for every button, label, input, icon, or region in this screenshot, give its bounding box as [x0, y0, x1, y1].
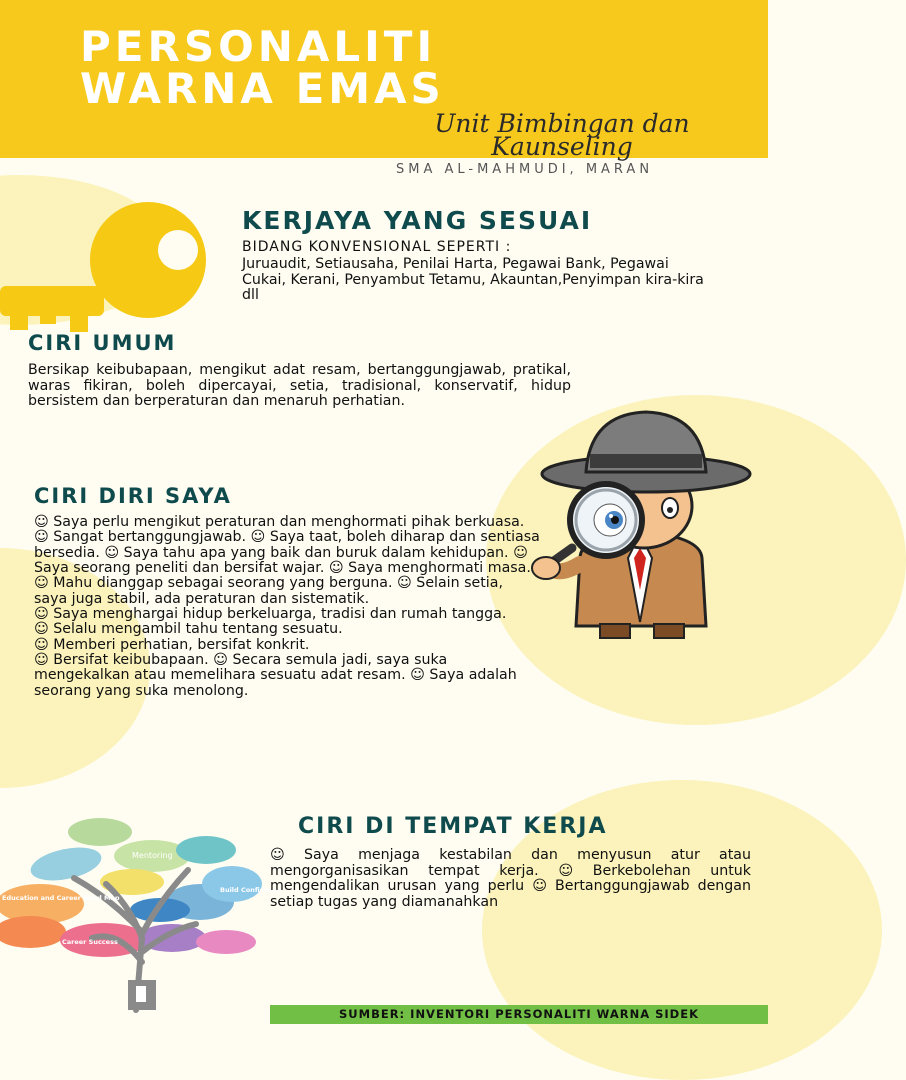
page-title-line1: PERSONALITI [80, 22, 437, 71]
school-name: SMA AL-MAHMUDI, MARAN [396, 162, 654, 177]
key-icon [0, 198, 240, 348]
page-title-line2: WARNA EMAS [80, 64, 445, 113]
tree-label: Mentoring [132, 851, 173, 860]
tree-label: Education and Career Road Map [2, 894, 120, 902]
kerjaya-list: Juruaudit, Setiausaha, Penilai Harta, Pegawai Bank, Pegawai Cukai, Kerani, Penyambut Tetamu, Akauntan,Penyimpan kira-kira dll [242, 256, 704, 304]
source-footer: SUMBER: INVENTORI PERSONALITI WARNA SIDEK [270, 1005, 768, 1024]
tree-label: Career Success [62, 938, 118, 946]
detective-illustration [520, 408, 768, 640]
kerjaya-intro: BIDANG KONVENSIONAL SEPERTI : [242, 239, 512, 255]
ciri-umum-text: Bersikap keibubapaan, mengikut adat resam, bertanggungjawab, pratikal, waras fikiran, boleh dipercayai, setia, tradisional, konservatif, hidup bersistem dan berperaturan dan menaruh perhatian. [28, 362, 571, 410]
section-heading-ciri-umum: CIRI UMUM [28, 331, 177, 355]
career-tree-illustration [0, 812, 282, 1012]
section-heading-ciri-diri: CIRI DIRI SAYA [34, 484, 232, 508]
tree-label: Build Confidence [220, 886, 282, 894]
unit-name: Unit Bimbingan dan Kaunseling [434, 109, 690, 161]
section-heading-ciri-tempat-kerja: CIRI DI TEMPAT KERJA [298, 814, 608, 839]
ciri-diri-text: ☺ Saya perlu mengikut peraturan dan menghormati pihak berkuasa. ☺ Sangat bertanggungjawab. ☺ Saya taat, boleh diharap dan sentiasa bersedia. ☺ Saya tahu apa yang baik dan buruk dalam kehidupan. ☺ Saya seorang peneliti dan bersifat wajar. ☺ Saya menghormati masa. ☺ Mahu dianggap sebagai seorang yang berguna. ☺ Selain setia, saya juga stabil, ada peraturan dan sistematik. ☺ Saya menghargai hidup berkeluarga, tradisi dan rumah tangga. ☺ Selalu mengambil tahu tentang sesuatu. ☺ Memberi perhatian, bersifat konkrit. ☺ Bersifat keibubapaan. ☺ Secara semula jadi, saya suka mengekalkan atau memelihara sesuatu adat resam. ☺ Saya adalah seorang yang suka menolong. [34, 514, 540, 699]
section-heading-kerjaya: KERJAYA YANG SESUAI [242, 206, 593, 235]
ciri-tempat-kerja-text: ☺ Saya menjaga kestabilan dan menyusun atur atau mengorganisasikan tempat kerja. ☺ Berkebolehan untuk mengendalikan urusan yang perlu ☺ Bertanggungjawab dengan setiap tugas yang diamanahkan [270, 847, 751, 910]
